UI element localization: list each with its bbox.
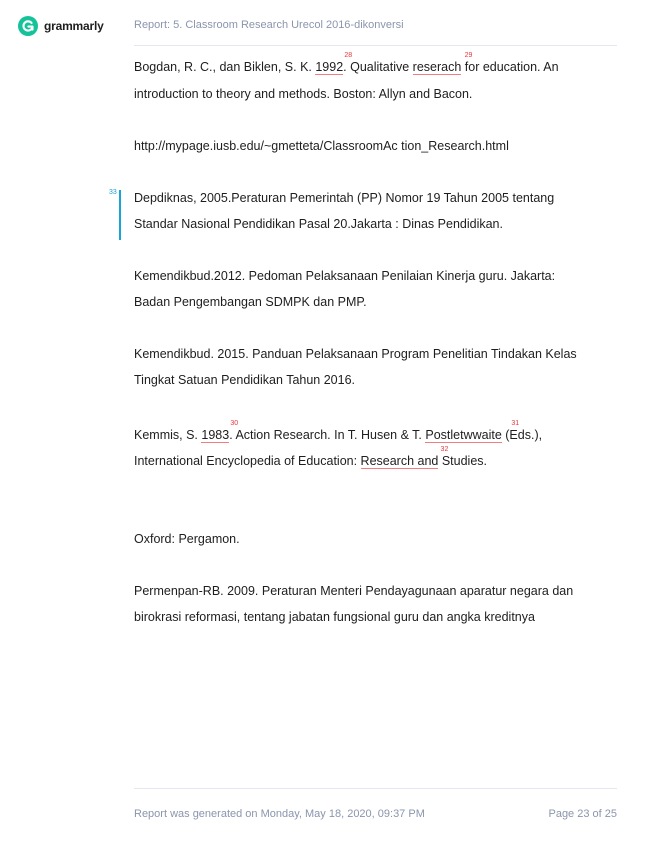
reference-kemendikbud2012-line1: Kemendikbud.2012. Pedoman Pelaksanaan Penilaian Kinerja guru. Jakarta: — [134, 269, 556, 283]
reference-url: http://mypage.iusb.edu/~gmetteta/ClassroomAc tion_Research.html — [134, 139, 509, 153]
reference-kemmis-line1: Kemmis, S. 1983 30 . Action Research. In T. Husen & T. Postletwwaite 31 (Eds.), — [134, 420, 543, 442]
match-marker-32: 32 — [440, 446, 449, 453]
match-marker-29: 29 — [464, 52, 473, 59]
highlight-postletwwaite[interactable]: Postletwwaite 31 — [425, 420, 520, 442]
side-match-bar — [119, 190, 121, 240]
grammarly-g-icon — [18, 16, 38, 36]
footer-divider — [134, 788, 617, 789]
header-divider — [134, 45, 617, 46]
reference-kemendikbud2015-line1: Kemendikbud. 2015. Panduan Pelaksanaan Program Penelitian Tindakan Kelas — [134, 347, 577, 361]
reference-kemendikbud2015-line2: Tingkat Satuan Pendidikan Tahun 2016. — [134, 373, 356, 387]
grammarly-wordmark: grammarly — [44, 19, 104, 33]
report-title: Report: 5. Classroom Research Urecol 2016-dikonversi — [134, 19, 404, 31]
report-header — [0, 0, 650, 46]
match-marker-31: 31 — [511, 420, 520, 427]
match-marker-28: 28 — [344, 52, 353, 59]
highlight-research-and[interactable]: Research and 32 — [360, 446, 449, 468]
reference-permenpan-line2: birokrasi reformasi, tentang jabatan fungsional guru dan angka kreditnya — [134, 610, 535, 624]
highlight-1983[interactable]: 1983 30 — [201, 420, 239, 442]
reference-permenpan-line1: Permenpan-RB. 2009. Peraturan Menteri Pendayagunaan aparatur negara dan — [134, 584, 574, 598]
reference-kemendikbud2012-line2: Badan Pengembangan SDMPK dan PMP. — [134, 295, 367, 309]
reference-bogdan-line1: Bogdan, R. C., dan Biklen, S. K. 1992 28 . Qualitative reserach 29 for education. An — [134, 52, 559, 74]
reference-oxford: Oxford: Pergamon. — [134, 532, 240, 546]
page-number: Page 23 of 25 — [548, 808, 617, 820]
side-match-number: 33 — [109, 189, 117, 196]
report-generated-text: Report was generated on Monday, May 18, 2020, 09:37 PM — [134, 808, 425, 820]
reference-bogdan-line2: introduction to theory and methods. Boston: Allyn and Bacon. — [134, 87, 473, 101]
match-marker-30: 30 — [230, 420, 239, 427]
highlight-reserach[interactable]: reserach 29 — [412, 52, 473, 74]
reference-kemmis-line2: International Encyclopedia of Education: Research and 32 Studies. — [134, 446, 488, 468]
reference-depdiknas-line1: Depdiknas, 2005.Peraturan Pemerintah (PP) Nomor 19 Tahun 2005 tentang — [134, 191, 555, 205]
highlight-1992[interactable]: 1992 28 — [315, 52, 353, 74]
reference-depdiknas-line2: Standar Nasional Pendidikan Pasal 20.Jakarta : Dinas Pendidikan. — [134, 217, 503, 231]
grammarly-logo — [18, 16, 104, 36]
